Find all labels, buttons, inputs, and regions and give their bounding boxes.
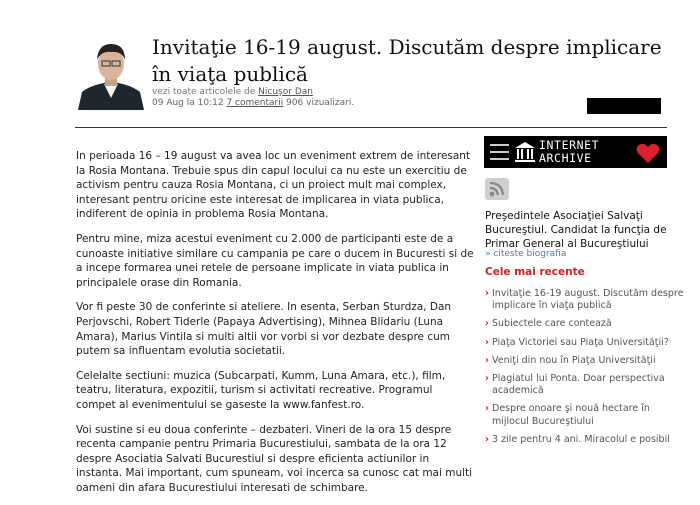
article-paragraph: Pentru mine, miza acestui eveniment cu 2.000 de participanti este de a cunoaste initiative similare cu campania pe care o ducem in Bucuresti si de a incepe formarea unei retele de persoane implicate in viata publica in principalele orase din Romania.: [76, 232, 474, 289]
recent-post-link[interactable]: › Piaţa Victoriei sau Piaţa Universităţii?: [485, 337, 685, 349]
menu-icon[interactable]: [490, 144, 509, 160]
recent-post-link[interactable]: › Despre onoare şi nouă hectare în mijlocul Bucureştiului: [485, 403, 685, 427]
rss-icon[interactable]: [485, 178, 509, 200]
recent-posts-list: [485, 288, 685, 452]
author-photo: [76, 34, 146, 110]
black-tab[interactable]: [587, 98, 661, 114]
recent-post-link[interactable]: › 3 zile pentru 4 ani. Miracolul e posibil: [485, 434, 685, 446]
byline: [152, 87, 313, 98]
article-paragraph: Celelalte sectiuni: muzica (Subcarpati, Kumm, Luna Amara, etc.), film, teatru, literatura, expozitii, turism si activitati recreative. Programul compet al evenimentului se gaseste la www.fanfest.ro.: [76, 369, 446, 411]
author-link[interactable]: Nicuşor Dan: [258, 87, 313, 97]
byline-prefix: vezi toate articolele de: [152, 87, 259, 97]
recent-post-link[interactable]: › Plagiatul lui Ponta. Doar perspectiva academică: [485, 373, 685, 397]
heart-icon[interactable]: [636, 142, 660, 164]
temple-icon: [514, 141, 536, 163]
comments-link[interactable]: 7 comentarii: [226, 98, 284, 108]
archive-logo-text: INTERNET ARCHIVE: [539, 138, 600, 165]
bio-title: Preşedintele Asociaţiei Salvaţi Bucureştiul. Candidat la funcţia de Primar General al Bucureştiului: [485, 210, 667, 250]
recent-post-link[interactable]: › Veniţi din nou în Piaţa Universităţii: [485, 355, 685, 367]
post-date: 09 Aug la 10:12: [152, 98, 224, 108]
article-paragraph: Vor fi peste 30 de conferinte si ateliere. In esenta, Serban Sturdza, Dan Perjovschi, Robert Tiderle (Papaya Advertising), Mihnea Blidariu (Luna Amara), Marius Vintila si multi altii vor vorbi si vor dezbate despre cum putem sa influentam evolutia societatii.: [76, 301, 452, 358]
bio-link[interactable]: » citeste biografia: [485, 249, 567, 259]
internet-archive-banner[interactable]: [484, 136, 667, 168]
recent-post-link[interactable]: › Subiectele care contează: [485, 318, 685, 330]
article-paragraph: In perioada 16 – 19 august va avea loc un eveniment extrem de interesant la Rosia Montana. Trebuie spus din capul locului ca nu este un exercitiu de activism pentru cauza Rosia Montana, ci un proiect mult mai complex, interesant pentru oricine este interesat de implicarea in viata publica, indiferent de opinia in problema Rosia Montana.: [76, 150, 471, 221]
article-paragraph: Voi sustine si eu doua conferinte – dezbateri. Vineri de la ora 15 despre recenta campanie pentru Primaria Bucurestiului, sambata de la ora 12 despre Asociatia Salvati Bucurestiul si despre eficienta actiunilor in instanta. Mai important, cum spuneam, voi incerca sa cunosc cat mai multi oameni din afara Bucurestiului interesati de schimbare.: [76, 423, 473, 494]
header-divider: [75, 127, 667, 128]
post-meta: [152, 98, 354, 109]
recent-post-link[interactable]: › Invitaţie 16-19 august. Discutăm despre implicare în viaţa publică: [485, 288, 685, 312]
post-title[interactable]: Invitaţie 16-19 august. Discutăm despre implicare în viaţa publică: [152, 35, 662, 86]
view-count: 906 vizualizari.: [286, 98, 355, 108]
recent-posts-heading: Cele mai recente: [485, 266, 585, 278]
article-body: [76, 149, 474, 505]
